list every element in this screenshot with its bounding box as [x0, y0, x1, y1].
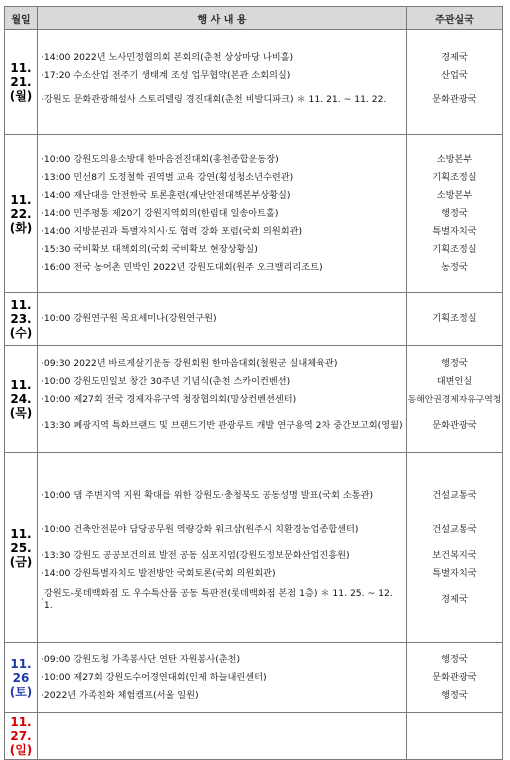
org-name: 건설교통국: [432, 523, 477, 535]
org-cell: [407, 30, 503, 135]
org-name: 산업국: [441, 70, 468, 81]
bullet-icon: ·: [41, 207, 44, 219]
event-text: 14:00 강원특별자치도 발전방안 국회토론(국회 의원회관): [43, 567, 276, 579]
event-text: 10:00 강원도민일보 창간 30주년 기념식(춘천 스카이컨벤션): [43, 376, 291, 387]
bullet-icon: ·: [41, 593, 44, 605]
date-day: 24.: [10, 392, 32, 406]
bullet-icon: ·: [41, 189, 44, 201]
bullet-icon: ·: [41, 171, 44, 183]
date-month: 11.: [10, 298, 32, 312]
event-item: [41, 513, 403, 547]
event-item: [41, 259, 403, 277]
event-text: 09:30 2022년 바르게살기운동 강원회원 한마음대회(철원군 실내체육관): [43, 358, 338, 369]
org-cell: [407, 135, 503, 293]
event-text: 14:00 2022년 노사민정협의회 본회의(춘천 상상마당 나비홀): [43, 52, 294, 63]
events-cell: [38, 643, 407, 713]
event-item: [41, 355, 403, 373]
event-text: 10:00 제27회 전국 경제자유구역 청장협의회(망상컨벤션센터): [43, 394, 297, 405]
org-name: 동해안권경제자유구역청: [407, 395, 502, 405]
bullet-icon: ·: [41, 376, 44, 387]
date-month: 11.: [10, 715, 32, 729]
org-name: 소방본부: [436, 189, 473, 201]
org-name: 특별자치국: [432, 225, 477, 237]
org-name: 기획조정실: [432, 171, 477, 183]
org-name: 농정국: [441, 261, 468, 273]
date-month: 11.: [10, 61, 32, 75]
day-row: [5, 643, 503, 713]
events-cell: [38, 453, 407, 643]
date-day: 21.: [10, 75, 32, 89]
org-name: 문화관광국: [432, 94, 477, 105]
event-item: [41, 310, 403, 328]
bullet-icon: ·: [41, 567, 44, 579]
event-text: 09:00 강원도청 가족봉사단 연탄 자원봉사(춘천): [43, 653, 241, 665]
org-name: 문화관광국: [432, 420, 477, 431]
bullet-icon: ·: [41, 394, 44, 405]
event-text: 17:20 수소산업 전주기 생태계 조성 업무협약(본관 소회의실): [43, 70, 291, 81]
date-dow: (월): [9, 89, 33, 103]
bullet-icon: ·: [41, 549, 44, 561]
date-dow: (수): [9, 326, 33, 340]
day-row: [5, 713, 503, 760]
date-cell: [5, 453, 38, 643]
schedule-body: [5, 30, 503, 760]
date-dow: (목): [9, 406, 33, 420]
event-text: 16:00 전국 농어촌 민박인 2022년 강원도대회(원주 오크밸리리조트): [43, 261, 323, 273]
day-row: [5, 346, 503, 453]
org-cell: [407, 643, 503, 713]
event-item: [41, 67, 403, 85]
date-day: 26: [12, 670, 30, 685]
event-item: [41, 479, 403, 513]
date-cell: [5, 30, 38, 135]
bullet-icon: ·: [41, 653, 44, 665]
bullet-icon: ·: [41, 313, 44, 324]
event-item: [41, 651, 403, 669]
header-date: 월일: [5, 7, 38, 30]
org-name: 소방본부: [436, 153, 473, 165]
event-text: 14:00 민주평통 제20기 강원지역회의(한림대 일송아트홀): [43, 207, 279, 219]
org-cell: [407, 346, 503, 453]
event-item: [41, 151, 403, 169]
bullet-icon: ·: [41, 225, 44, 237]
event-item: [41, 391, 403, 409]
events-cell: [38, 30, 407, 135]
event-text: 2022년 가족친화 체험캠프(서울 일원): [43, 689, 199, 701]
event-text: 14:00 재난대응 안전한국 토론훈련(재난안전대책본부상황실): [43, 189, 291, 201]
date-cell: [5, 713, 38, 760]
event-item: [41, 49, 403, 67]
bullet-icon: ·: [41, 261, 44, 273]
bullet-icon: ·: [41, 70, 44, 81]
events-cell: [38, 346, 407, 453]
date-day: 22.: [10, 206, 32, 221]
date-dow: (일): [9, 743, 33, 757]
event-item: [41, 187, 403, 205]
org-name: 건설교통국: [432, 489, 477, 501]
event-text: 강원도 문화관광해설사 스토리텔링 경진대회(춘천 비발디파크) ＊ 11. 21. ~ 11. 22.: [43, 94, 387, 105]
org-name: 행정국: [441, 358, 468, 369]
org-name: 경제국: [441, 52, 468, 63]
event-text: 14:00 지방분권과 특별자치시·도 협력 강화 포럼(국회 의원회관): [43, 225, 303, 237]
event-item: [41, 223, 403, 241]
event-text: 10:00 제27회 강원도수어경연대회(인제 하늘내린센터): [43, 671, 267, 683]
date-month: 11.: [10, 526, 32, 541]
event-text: 10:00 건축안전분야 담당공무원 역량강화 워크샵(원주시 치환경농업종합센터): [43, 523, 359, 535]
header-row: [5, 7, 503, 30]
bullet-icon: ·: [41, 243, 44, 255]
org-name: 행정국: [441, 653, 468, 665]
bullet-icon: ·: [41, 689, 44, 701]
date-month: 11.: [10, 656, 32, 671]
date-cell: [5, 643, 38, 713]
org-name: 보건복지국: [432, 549, 477, 561]
bullet-icon: ·: [41, 52, 44, 63]
day-row: [5, 293, 503, 346]
event-text: 10:00 강원도의용소방대 한마음전진대회(홍천종합운동장): [43, 153, 279, 165]
event-item: [41, 409, 403, 443]
org-name: 문화관광국: [432, 671, 477, 683]
org-name: 행정국: [441, 207, 468, 219]
bullet-icon: ·: [41, 420, 44, 431]
bullet-icon: ·: [41, 523, 44, 535]
date-month: 11.: [10, 378, 32, 392]
org-name: 기획조정실: [432, 313, 477, 324]
date-dow: (금): [9, 554, 33, 569]
date-dow: (화): [9, 220, 33, 235]
event-item: [41, 583, 403, 617]
date-dow: (토): [9, 684, 33, 699]
event-text: 강원도-롯데백화점 도 우수특산품 공동 특판전(롯데백화점 본점 1층) ＊ 11. 25. ~ 12. 1.: [43, 587, 393, 611]
schedule-table: [4, 6, 503, 760]
events-cell: [38, 135, 407, 293]
org-cell: [407, 453, 503, 643]
events-cell: [38, 713, 407, 760]
org-name: 경제국: [441, 593, 468, 605]
day-row: [5, 135, 503, 293]
event-item: [41, 85, 403, 115]
events-cell: [38, 293, 407, 346]
event-item: [41, 169, 403, 187]
event-text: 13:30 폐광지역 특화브랜드 및 브랜드기반 관광루트 개발 연구용역 2차 중간보고회(영월): [43, 420, 403, 431]
event-text: 10:00 강원연구원 목요세미나(강원연구원): [43, 313, 217, 324]
date-month: 11.: [10, 192, 32, 207]
event-item: [41, 687, 403, 705]
date-day: 23.: [10, 312, 32, 326]
org-cell: [407, 293, 503, 346]
org-name: 기획조정실: [432, 243, 477, 255]
event-text: 13:30 강원도 공공보건의료 발전 공동 심포지엄(강원도정보문화산업진흥원): [43, 549, 350, 561]
event-item: [41, 669, 403, 687]
date-day: 27.: [10, 729, 32, 743]
bullet-icon: ·: [41, 358, 44, 369]
event-item: [41, 547, 403, 565]
event-text: 10:00 댐 주변지역 지원 확대를 위한 강원도·충청북도 공동성명 발표(국회 소통관): [43, 489, 374, 501]
org-name: 특별자치국: [432, 567, 477, 579]
date-cell: [5, 135, 38, 293]
org-name: 대변인실: [436, 376, 473, 387]
bullet-icon: ·: [41, 94, 44, 105]
header-org: 주관실국: [407, 7, 503, 30]
event-item: [41, 205, 403, 223]
event-text: 13:00 민선8기 도정철학 권역별 교육 강연(횡성청소년수련관): [43, 171, 294, 183]
event-text: 15:30 국비확보 대책회의(국회 국비확보 현장상황실): [43, 243, 258, 255]
bullet-icon: ·: [41, 153, 44, 165]
org-name: 행정국: [441, 689, 468, 701]
date-cell: [5, 346, 38, 453]
bullet-icon: ·: [41, 489, 44, 501]
day-row: [5, 453, 503, 643]
date-cell: [5, 293, 38, 346]
event-item: [41, 373, 403, 391]
event-item: [41, 565, 403, 583]
date-day: 25.: [10, 540, 32, 555]
org-cell: [407, 713, 503, 760]
event-item: [41, 241, 403, 259]
day-row: [5, 30, 503, 135]
header-events: 행 사 내 용: [38, 7, 407, 30]
bullet-icon: ·: [41, 671, 44, 683]
